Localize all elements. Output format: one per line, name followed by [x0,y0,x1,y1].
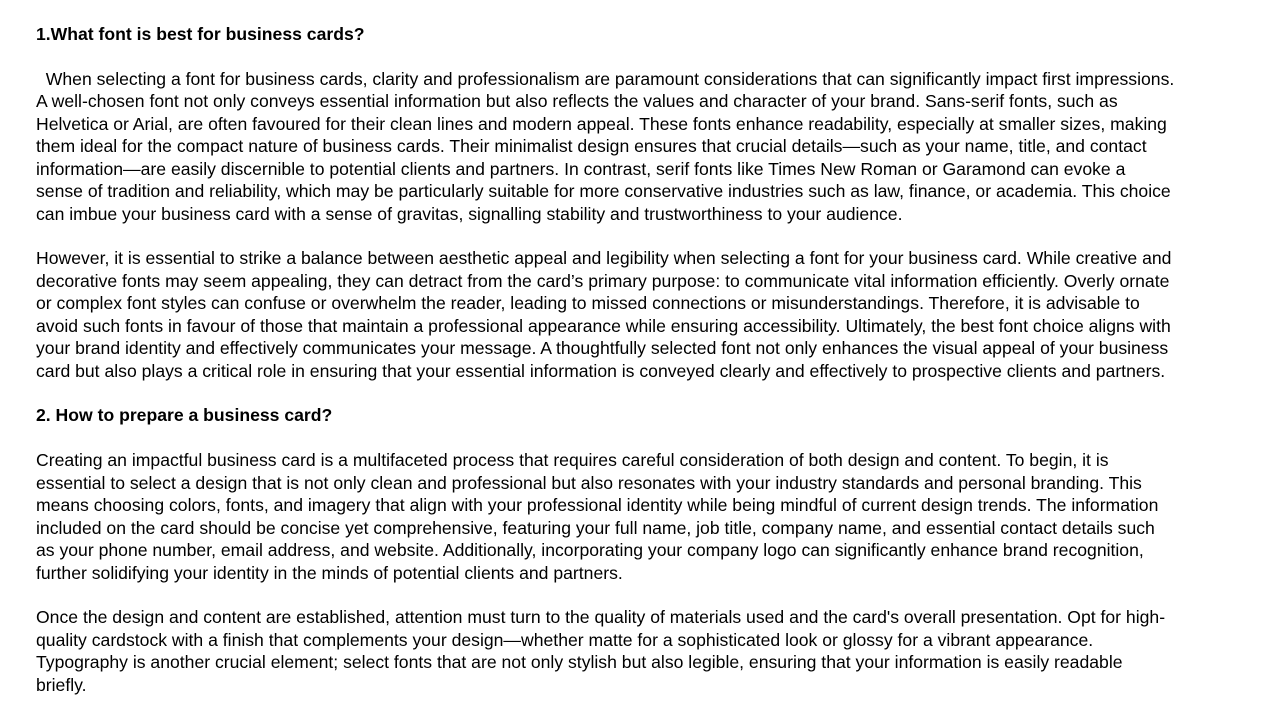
paragraph-line: However, it is essential to strike a balance between aesthetic appeal and legibility when selecting a font for your business card. While creative and [36,248,1172,269]
paragraph-line: means choosing colors, fonts, and imagery that align with your professional identity while being mindful of current design trends. The information [36,495,1159,516]
blank-line [36,225,1276,247]
paragraph-line: When selecting a font for business cards, clarity and professionalism are paramount considerations that can significantly impact first impressions. [36,68,1175,89]
paragraph-line: Helvetica or Arial, are often favoured for their clean lines and modern appeal. These fonts enhance readability, especially at smaller sizes, making [36,113,1167,134]
paragraph-line: avoid such fonts in favour of those that maintain a professional appearance while ensuring accessibility. Ultimately, the best font choice aligns with [36,315,1171,336]
blank-line [36,696,1276,718]
paragraph-line: included on the card should be concise yet comprehensive, featuring your full name, job title, company name, and essential contact details such [36,517,1155,538]
blank-line [36,427,1276,449]
paragraph-line: sense of tradition and reliability, which may be particularly suitable for more conservative industries such as law, finance, or academia. This choice [36,181,1171,202]
paragraph-line: briefly. [36,674,87,695]
blank-line [36,45,1276,67]
paragraph-line: quality cardstock with a finish that complements your design—whether matte for a sophisticated look or glossy for a vibrant appearance. [36,629,1094,650]
paragraph-line: further solidifying your identity in the minds of potential clients and partners. [36,562,623,583]
paragraph-line: Creating an impactful business card is a multifaceted process that requires careful consideration of both design and content. To begin, it is [36,450,1109,471]
document-body [36,23,1276,719]
paragraph-line: or complex font styles can confuse or overwhelm the reader, leading to missed connections or misunderstandings. Therefore, it is advisable to [36,293,1140,314]
paragraph-line: Typography is another crucial element; select fonts that are not only stylish but also legible, ensuring that your information is easily readable [36,652,1123,673]
section-heading: 2. How to prepare a business card? [36,405,333,426]
section-heading: 1.What font is best for business cards? [36,24,365,44]
paragraph-line: them ideal for the compact nature of business cards. Their minimalist design ensures that crucial details—such as your name, title, and contact [36,136,1147,157]
blank-line [36,382,1276,404]
paragraph-line: card but also plays a critical role in ensuring that your essential information is conveyed clearly and effectively to prospective clients and partners. [36,360,1166,381]
paragraph-line: decorative fonts may seem appealing, they can detract from the card’s primary purpose: to communicate vital information efficiently. Overly ornate [36,270,1170,291]
paragraph-line: A well-chosen font not only conveys essential information but also reflects the values and character of your brand. Sans-serif fonts, such as [36,91,1118,112]
paragraph-line: Once the design and content are established, attention must turn to the quality of materials used and the card's overall presentation. Opt for high- [36,607,1166,628]
blank-line [36,584,1276,606]
paragraph-line: can imbue your business card with a sense of gravitas, signalling stability and trustworthiness to your audience. [36,203,903,224]
paragraph-line: your brand identity and effectively communicates your message. A thoughtfully selected font not only enhances the visual appeal of your business [36,338,1169,359]
paragraph-line: information—are easily discernible to potential clients and partners. In contrast, serif fonts like Times New Roman or Garamond can evoke a [36,158,1126,179]
paragraph-line: essential to select a design that is not only clean and professional but also resonates with your industry standards and personal branding. This [36,472,1142,493]
paragraph-line: as your phone number, email address, and website. Additionally, incorporating your company logo can significantly enhance brand recognition, [36,540,1144,561]
